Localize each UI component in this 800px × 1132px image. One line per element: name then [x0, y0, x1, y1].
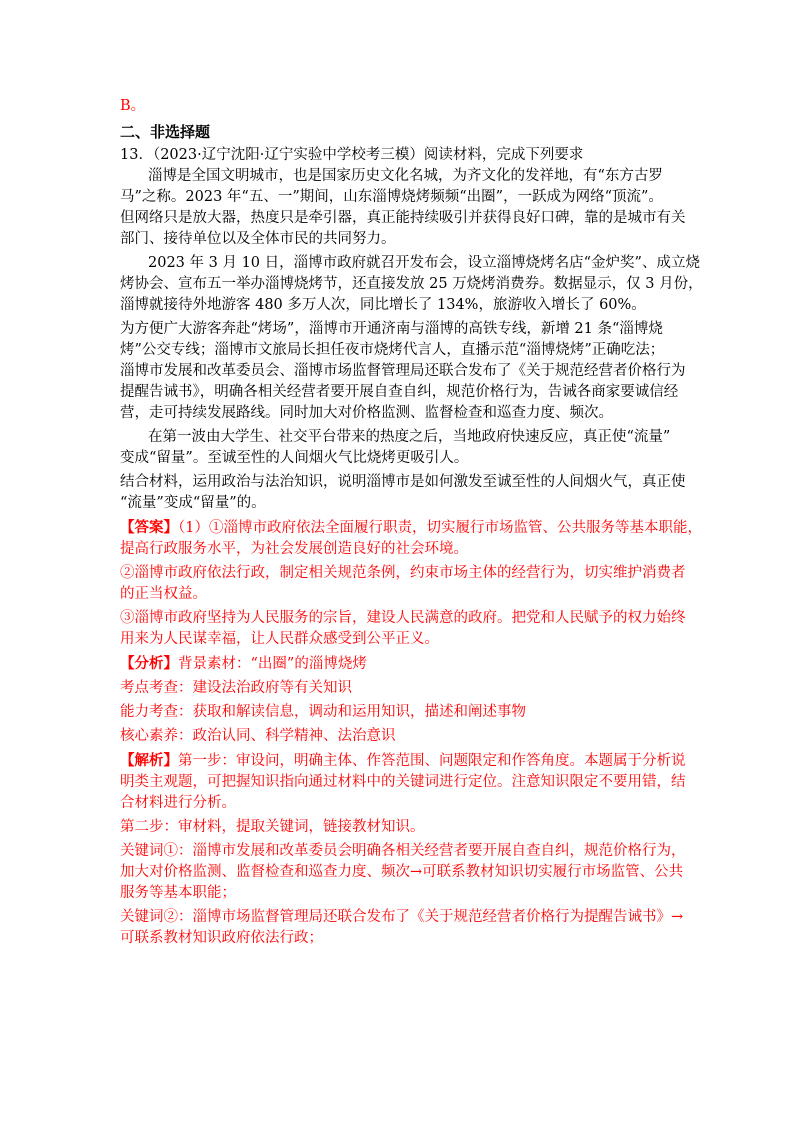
- text-line: ③淄博市政府坚持为人民服务的宗旨，建设人民满意的政府。把党和人民赋予的权力始终: [120, 610, 686, 626]
- text-line: 用来为人民谋幸福，让人民群众感受到公平正义。: [120, 631, 439, 647]
- material-paragraph-4: [120, 427, 690, 469]
- text-line: 但网络只是放大器，热度只是牵引器，真正能持续吸引并获得良好口碑，靠的是城市有关: [120, 210, 686, 226]
- text-line: 2023 年 3 月 10 日，淄博市政府就召开发布会，设立淄博烧烤名店“金炉奖”、成立烧: [148, 255, 700, 271]
- explanation-section: [120, 750, 690, 949]
- text-line: 核心素养：政治认同、科学精神、法治意识: [120, 728, 396, 744]
- text-line: 烤协会、宣布五一举办淄博烧烤节，还直接发放 25 万烧烤消费券。数据显示，仅 3 月份，: [120, 276, 703, 292]
- text-line: 关键词②：淄博市场监督管理局还联合发布了《关于规范经营者价格行为提醒告诫书》→: [120, 909, 684, 925]
- text-line: 部门、接待单位以及全体市民的共同努力。: [120, 231, 396, 247]
- text-line: 淄博是全国文明城市，也是国家历史文化名城，为齐文化的发祥地，有“东方古罗: [148, 168, 663, 184]
- section-title: 二、非选择题: [120, 123, 211, 141]
- text-line: 第二步：审材料，提取关键词，链接教材知识。: [120, 819, 425, 835]
- text-line: 提醒告诫书》，明确各相关经营者要开展自查自纠，规范价格行为，告诫各商家要诚信经: [120, 384, 679, 400]
- analysis-section: [120, 653, 690, 747]
- text-line: “流量”变成“留量”的。: [120, 495, 266, 511]
- text-line: 可联系教材知识政府依法行政；: [120, 930, 323, 946]
- text-line: 合材料进行分析。: [120, 795, 236, 811]
- text-line: 淄博就接待外地游客 480 多万人次，同比增长了 134%，旅游收入增长了 60%。: [120, 297, 646, 313]
- text-line: 马”之称。2023 年“五、一”期间，山东淄博烧烤频频“出圈”，一跃成为网络“顶流”。: [120, 189, 663, 205]
- text-line: 背景素材：“出圈”的淄博烧烤: [178, 656, 367, 672]
- document-content: [120, 96, 703, 952]
- text-line: 考点考查：建设法治政府等有关知识: [120, 680, 352, 696]
- text-line: ②淄博市政府依法行政，制定相关规范条例，约束市场主体的经营行为，切实维护消费者: [120, 565, 686, 581]
- explanation-label: 【解析】: [120, 752, 178, 769]
- material-paragraph-2: [120, 253, 703, 316]
- question-task: [120, 472, 690, 514]
- text-line: 结合材料，运用政治与法治知识，说明淄博市是如何激发至诚至性的人间烟火气，真正使: [120, 474, 686, 490]
- material-paragraph-1: [120, 166, 690, 250]
- text-line: 服务等基本职能；: [120, 885, 236, 901]
- analysis-label: 【分析】: [120, 655, 178, 672]
- answer-label: 【答案】: [120, 519, 178, 536]
- text-line: 为方便广大游客奔赴“烤场”，淄博市开通济南与淄博的高铁专线，新增 21 条“淄博烧: [120, 321, 663, 337]
- material-paragraph-3: [120, 319, 690, 424]
- text-line: 营，走可持续发展路线。同时加大对价格监测、监督检查和巡查力度、频次。: [120, 405, 613, 421]
- text-line: 第一步：审设问，明确主体、作答范围、问题限定和作答角度。本题属于分析说: [178, 753, 686, 769]
- text-line: 能力考查：获取和解读信息，调动和运用知识，描述和阐述事物: [120, 704, 526, 720]
- text-line: 关键词①：淄博市发展和改革委员会明确各相关经营者要开展自查自纠，规范价格行为，: [120, 843, 686, 859]
- text-line: 明类主观题，可把握知识指向通过材料中的关键词进行定位。注意知识限定不要用错，结: [120, 774, 686, 790]
- text-line: 烤”公交专线；淄博市文旅局长担任夜市烧烤代言人，直播示范“淄博烧烤”正确吃法；: [120, 342, 665, 358]
- text-line: 淄博市发展和改革委员会、淄博市场监督管理局还联合发布了《关于规范经营者价格行为: [120, 363, 686, 379]
- question-header: 13．（2023·辽宁沈阳·辽宁实验中学校考三模）阅读材料，完成下列要求: [120, 147, 584, 163]
- previous-answer: B。: [120, 98, 146, 114]
- text-line: 提高行政服务水平，为社会发展创造良好的社会环境。: [120, 541, 468, 557]
- text-line: （1）①淄博市政府依法全面履行职责，切实履行市场监管、公共服务等基本职能，: [178, 520, 702, 536]
- text-line: 在第一波由大学生、社交平台带来的热度之后，当地政府快速反应，真正使“流量”: [148, 429, 671, 445]
- text-line: 变成“留量”。至诚至性的人间烟火气比烧烤更吸引人。: [120, 450, 469, 466]
- text-line: 的正当权益。: [120, 586, 207, 602]
- text-line: 加大对价格监测、监督检查和巡查力度、频次→可联系教材知识切实履行市场监管、公共: [120, 864, 684, 880]
- answer-section: [120, 517, 702, 650]
